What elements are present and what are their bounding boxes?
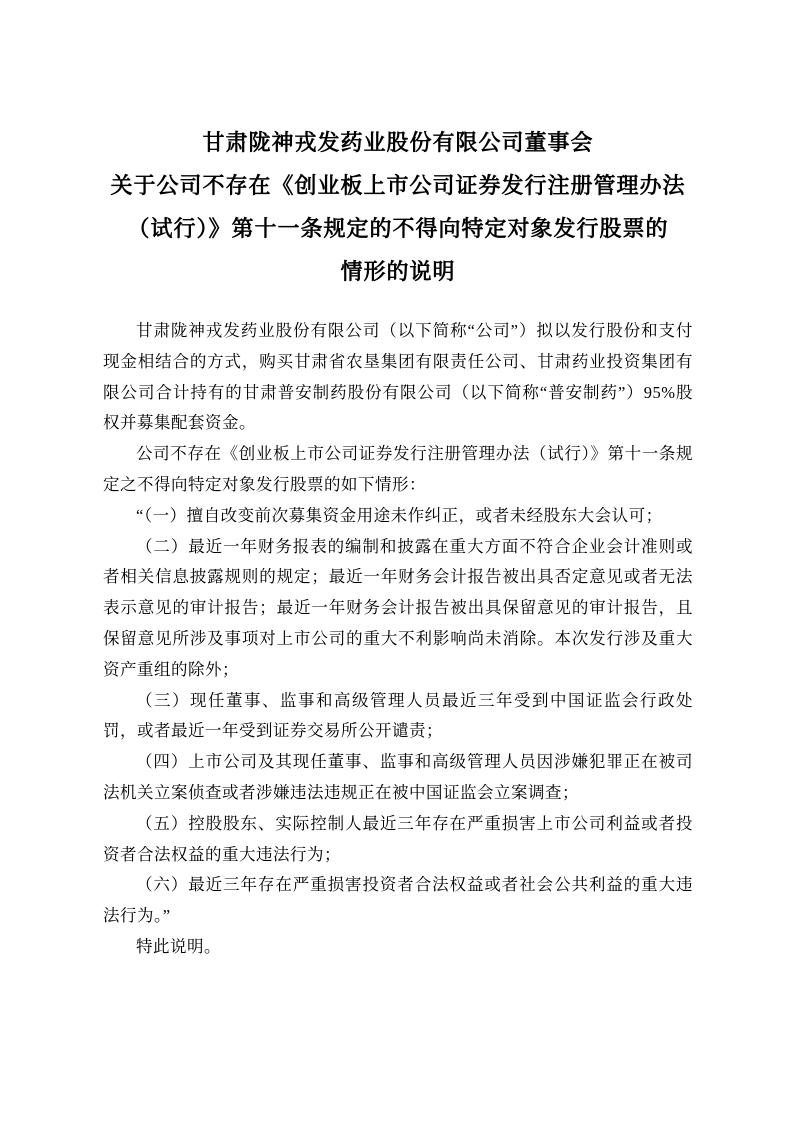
paragraph: （四）上市公司及其现任董事、监事和高级管理人员因涉嫌犯罪正在被司法机关立案侦查或者涉嫌违法违规正在被中国证监会立案调查； [103,752,693,802]
document-title [103,121,693,293]
paragraph: 公司不存在《创业板上市公司证券发行注册管理办法（试行）》第十一条规定之不得向特定对象发行股票的如下情形： [103,444,693,494]
paragraph: “（一）擅自改变前次募集资金用途未作纠正，或者未经股东大会认可； [136,505,663,525]
paragraph: （六）最近三年存在严重损害投资者合法权益或者社会公共利益的重大违法行为。” [103,875,693,926]
paragraph: 特此说明。 [136,936,221,956]
title-line: 关于公司不存在《创业板上市公司证券发行注册管理办法 [110,173,686,198]
title-line: （试行）》第十一条规定的不得向特定对象发行股票的 [127,216,669,241]
document-body [103,316,693,963]
paragraph: 甘肃陇神戎发药业股份有限公司（以下简称“公司”）拟以发行股份和支付现金相结合的方式，购买甘肃省农垦集团有限责任公司、甘肃药业投资集团有限公司合计持有的甘肃普安制药股份有限公司（以下简称“普安制药”）95%股权并募集配套资金。 [103,321,693,433]
paragraph: （三）现任董事、监事和高级管理人员最近三年受到中国证监会行政处罚，或者最近一年受到证券交易所公开谴责； [103,690,693,741]
title-line: 情形的说明 [340,259,456,284]
paragraph: （二）最近一年财务报表的编制和披露在重大方面不符合企业会计准则或者相关信息披露规则的规定；最近一年财务会计报告被出具否定意见或者无法表示意见的审计报告；最近一年财务会计报告被出具保留意见的审计报告，且保留意见所涉及事项对上市公司的重大不利影响尚未消除。本次发行涉及重大资产重组的除外； [103,536,693,679]
paragraph: （五）控股股东、实际控制人最近三年存在严重损害上市公司利益或者投资者合法权益的重大违法行为； [103,813,693,864]
title-line: 甘肃陇神戎发药业股份有限公司董事会 [202,130,594,155]
